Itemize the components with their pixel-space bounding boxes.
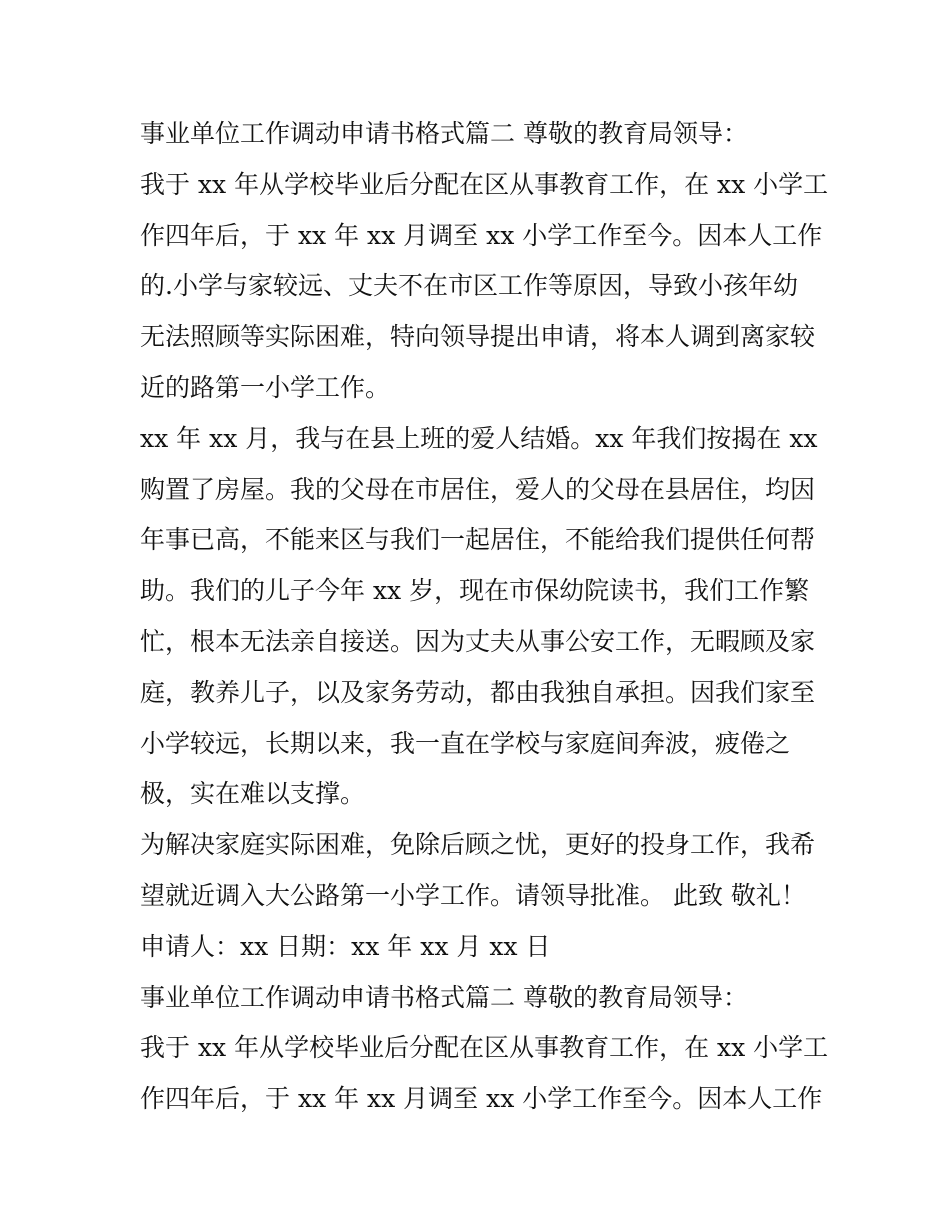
text-line: xx 年 xx 月，我与在县上班的爱人结婚。xx 年我们按揭在 xx xyxy=(140,423,818,453)
text-line: 小学较远，长期以来，我一直在学校与家庭间奔波，疲倦之 xyxy=(140,728,791,758)
text-line: 忙，根本无法亲自接送。因为丈夫从事公安工作，无暇顾及家 xyxy=(140,626,816,656)
text-line: 作四年后，于 xx 年 xx 月调至 xx 小学工作至今。因本人工作 xyxy=(140,1084,823,1114)
text-line: 为解决家庭实际困难，免除后顾之忧，更好的投身工作，我希 xyxy=(140,830,816,860)
text-line: 庭，教养儿子，以及家务劳动，都由我独自承担。因我们家至 xyxy=(140,677,816,707)
text-line: 我于 xx 年从学校毕业后分配在区从事教育工作，在 xx 小学工 xyxy=(140,169,829,199)
text-line: 作四年后，于 xx 年 xx 月调至 xx 小学工作至今。因本人工作 xyxy=(140,220,823,250)
text-line: 购置了房屋。我的父母在市居住，爱人的父母在县居住，均因 xyxy=(140,474,816,504)
text-line: 事业单位工作调动申请书格式篇二 尊敬的教育局领导： xyxy=(140,982,748,1012)
text-line: 申请人：xx 日期：xx 年 xx 月 xx 日 xyxy=(140,931,551,961)
text-line: 我于 xx 年从学校毕业后分配在区从事教育工作，在 xx 小学工 xyxy=(140,1033,829,1063)
text-line: 年事已高，不能来区与我们一起居住，不能给我们提供任何帮 xyxy=(140,525,816,555)
text-line: 极，实在难以支撑。 xyxy=(140,779,366,809)
text-line: 近的路第一小学工作。 xyxy=(140,372,391,402)
text-line: 望就近调入大公路第一小学工作。请领导批准。 此致 敬礼！ xyxy=(140,880,806,910)
document-body xyxy=(140,109,829,1125)
text-line: 的.小学与家较远、丈夫不在市区工作等原因，导致小孩年幼 xyxy=(140,271,798,301)
text-line: 事业单位工作调动申请书格式篇二 尊敬的教育局领导： xyxy=(140,119,748,148)
text-line: 无法照顾等实际困难，特向领导提出申请，将本人调到离家较 xyxy=(140,322,816,352)
text-line: 助。我们的儿子今年 xx 岁，现在市保幼院读书，我们工作繁 xyxy=(140,576,810,606)
